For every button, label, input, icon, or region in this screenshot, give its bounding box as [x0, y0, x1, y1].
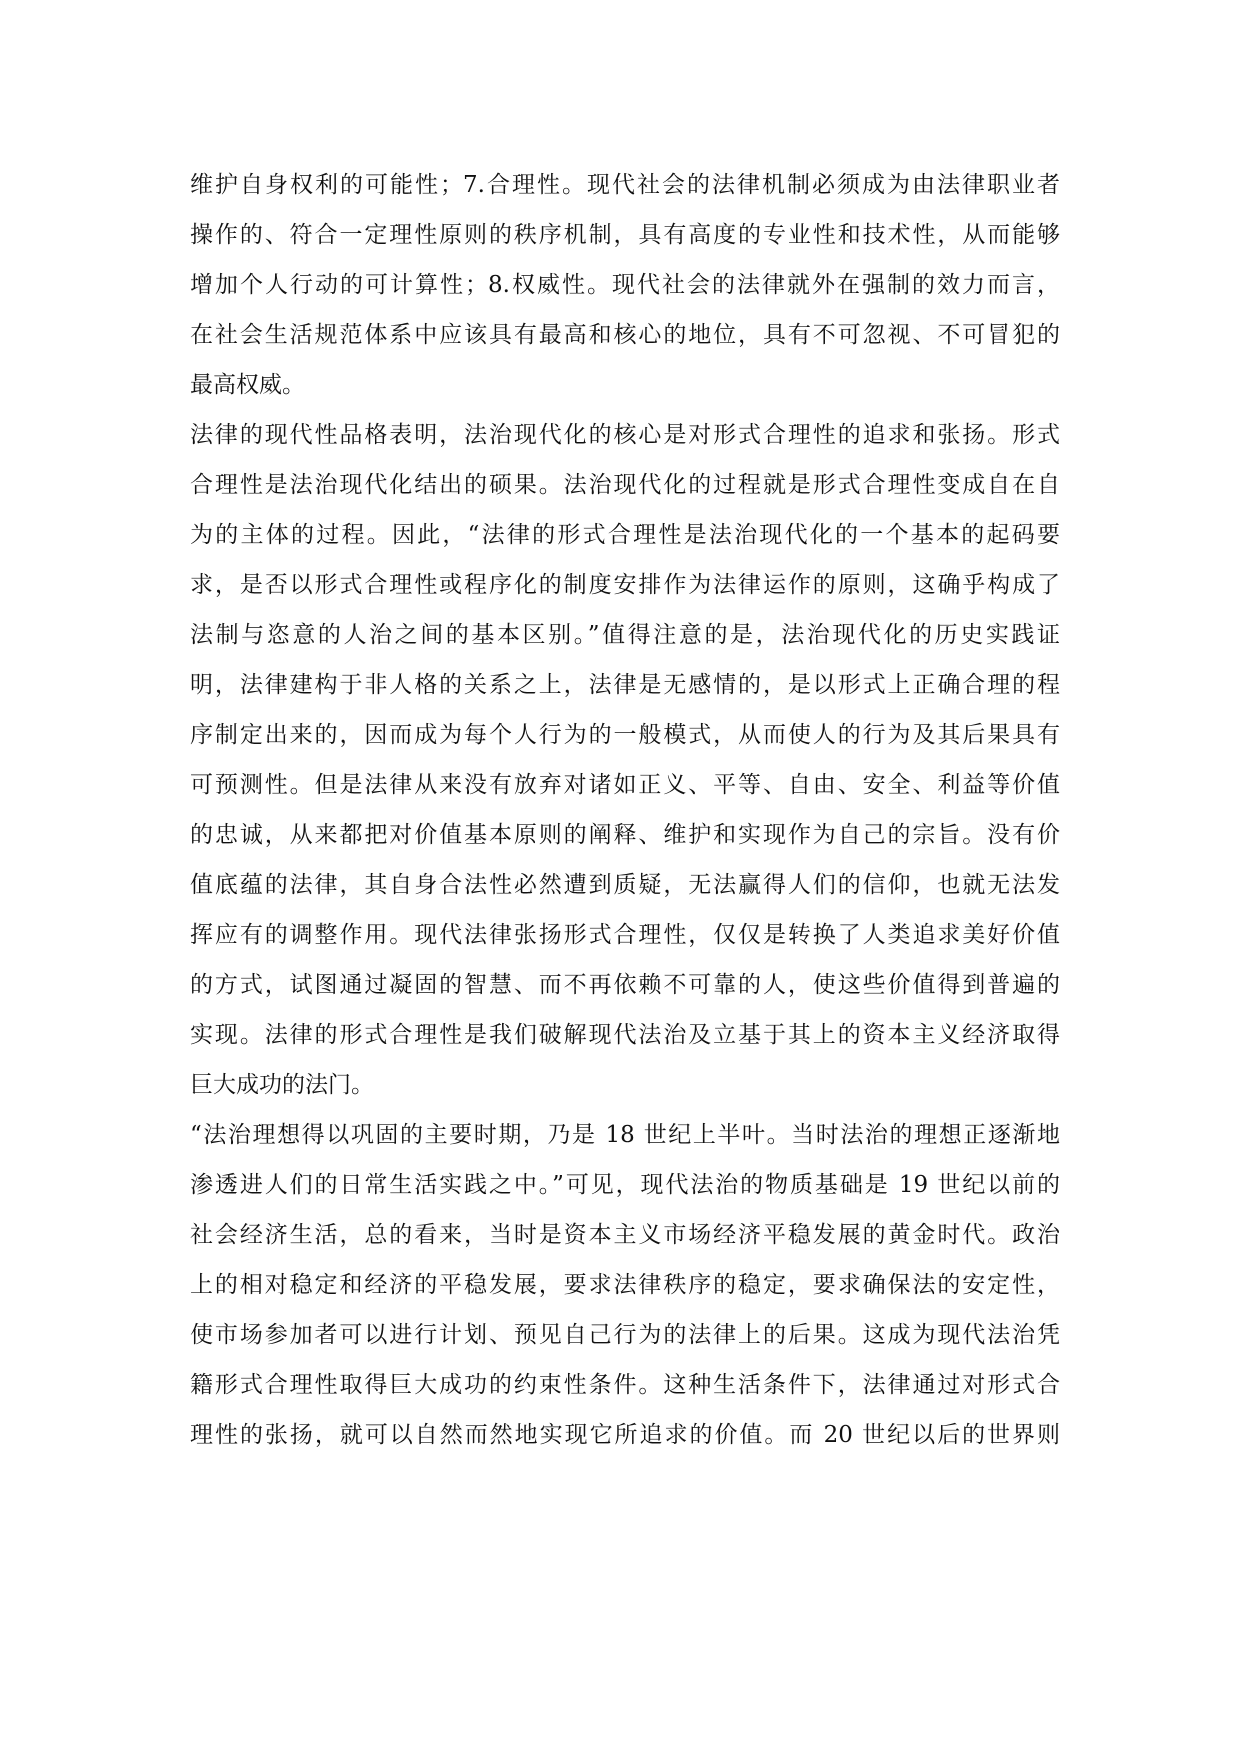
text-line: 实现。法律的形式合理性是我们破解现代法治及立基于其上的资本主义经济取得: [190, 1022, 1060, 1048]
text-line: 社会经济生活，总的看来，当时是资本主义市场经济平稳发展的黄金时代。政治: [190, 1222, 1060, 1248]
text-line: 为的主体的过程。因此，“法律的形式合理性是法治现代化的一个基本的起码要: [190, 522, 1060, 548]
text-line: 籍形式合理性取得巨大成功的约束性条件。这种生活条件下，法律通过对形式合: [190, 1372, 1060, 1398]
text-line: 明，法律建构于非人格的关系之上，法律是无感情的，是以形式上正确合理的程: [190, 672, 1060, 698]
text-line: 求，是否以形式合理性或程序化的制度安排作为法律运作的原则，这确乎构成了: [190, 572, 1060, 598]
text-line: 上的相对稳定和经济的平稳发展，要求法律秩序的稳定，要求确保法的安定性，: [190, 1272, 1060, 1298]
text-line: 法律的现代性品格表明，法治现代化的核心是对形式合理性的追求和张扬。形式: [190, 422, 1060, 448]
text-line: 维护自身权利的可能性；7.合理性。现代社会的法律机制必须成为由法律职业者: [190, 172, 1060, 198]
text-line: 可预测性。但是法律从来没有放弃对诸如正义、平等、自由、安全、利益等价值: [190, 772, 1060, 798]
text-line: 操作的、符合一定理性原则的秩序机制，具有高度的专业性和技术性，从而能够: [190, 222, 1060, 248]
text-line: 的方式，试图通过凝固的智慧、而不再依赖不可靠的人，使这些价值得到普遍的: [190, 972, 1060, 998]
text-line: 增加个人行动的可计算性；8.权威性。现代社会的法律就外在强制的效力而言，: [190, 272, 1060, 298]
text-line: 序制定出来的，因而成为每个人行为的一般模式，从而使人的行为及其后果具有: [190, 722, 1060, 748]
text-line: 法制与恣意的人治之间的基本区别。”值得注意的是，法治现代化的历史实践证: [190, 622, 1060, 648]
text-line: “法治理想得以巩固的主要时期，乃是 18 世纪上半叶。当时法治的理想正逐渐地: [190, 1122, 1060, 1148]
text-line: 的忠诚，从来都把对价值基本原则的阐释、维护和实现作为自己的宗旨。没有价: [190, 822, 1060, 848]
text-line: 在社会生活规范体系中应该具有最高和核心的地位，具有不可忽视、不可冒犯的: [190, 322, 1060, 348]
text-line: 挥应有的调整作用。现代法律张扬形式合理性，仅仅是转换了人类追求美好价值: [190, 922, 1060, 948]
text-line: 使市场参加者可以进行计划、预见自己行为的法律上的后果。这成为现代法治凭: [190, 1322, 1060, 1348]
text-line: 值底蕴的法律，其自身合法性必然遭到质疑，无法赢得人们的信仰，也就无法发: [190, 872, 1060, 898]
text-line: 最高权威。: [190, 372, 305, 398]
text-line: 理性的张扬，就可以自然而然地实现它所追求的价值。而 20 世纪以后的世界则: [190, 1422, 1060, 1448]
text-line: 渗透进人们的日常生活实践之中。”可见，现代法治的物质基础是 19 世纪以前的: [190, 1172, 1060, 1198]
paragraph-1: [190, 160, 1060, 410]
text-line: 合理性是法治现代化结出的硕果。法治现代化的过程就是形式合理性变成自在自: [190, 472, 1060, 498]
paragraph-3: [190, 1110, 1060, 1460]
body-text: [190, 160, 1060, 1460]
paragraph-2: [190, 410, 1060, 1110]
text-line: 巨大成功的法门。: [190, 1072, 374, 1098]
